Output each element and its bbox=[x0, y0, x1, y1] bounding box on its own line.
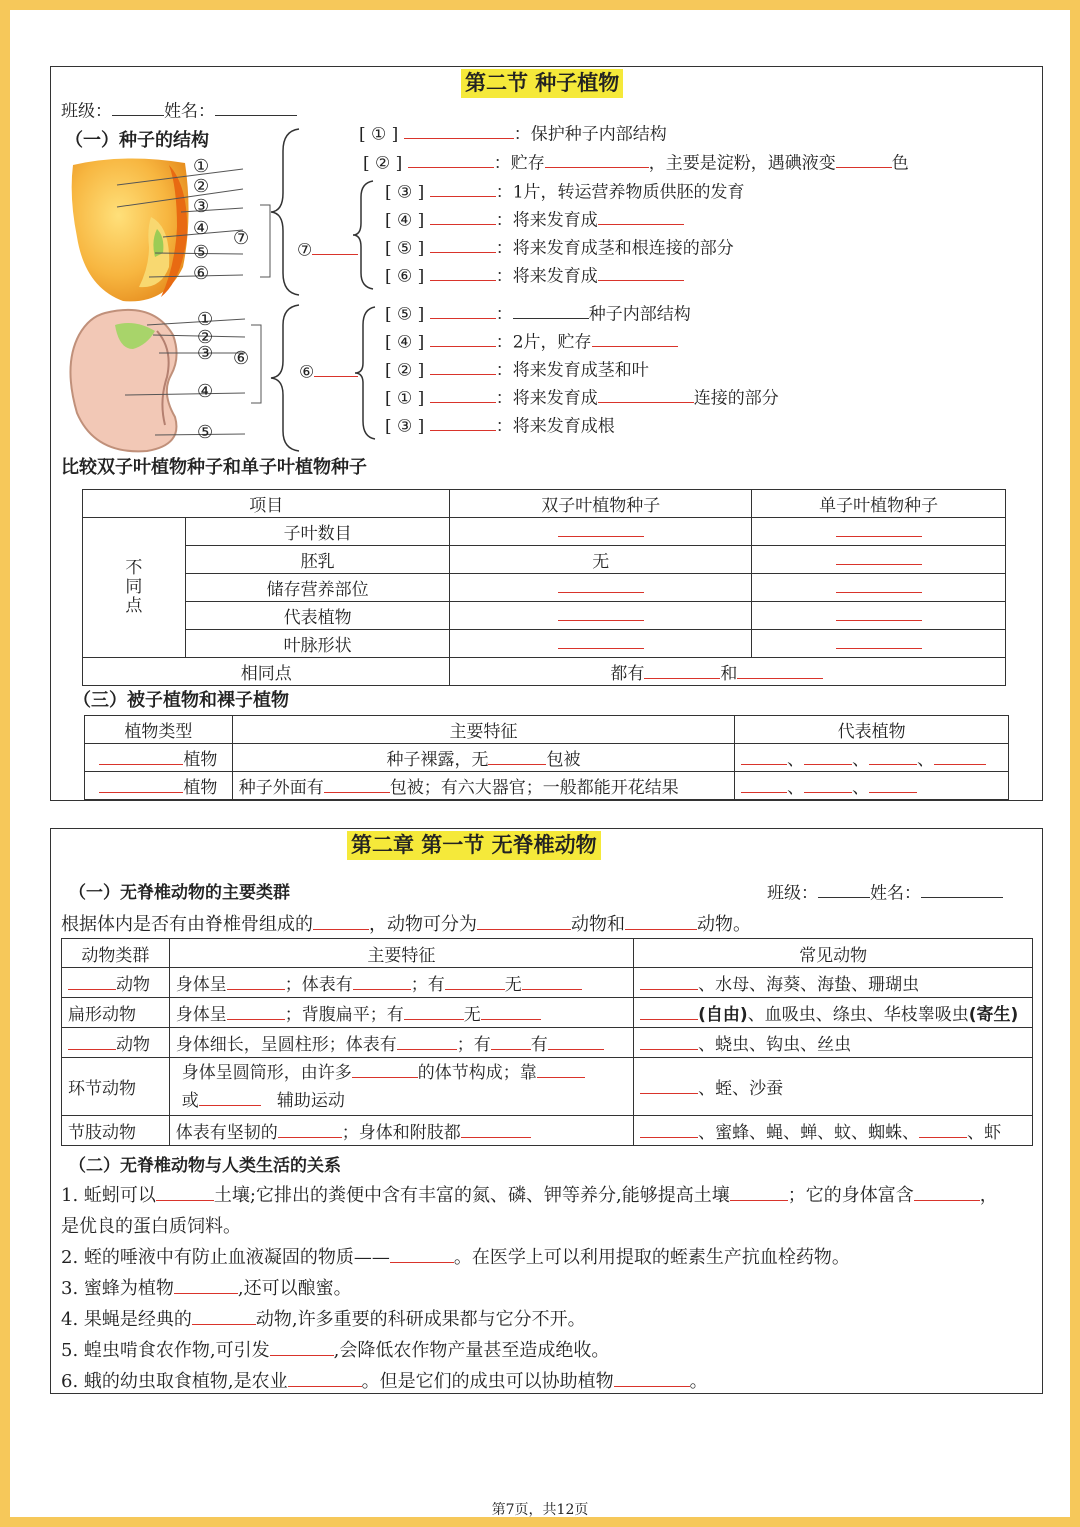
gymnosperm-type: 植物 bbox=[85, 744, 233, 772]
question-2: 2. 蛭的唾液中有防止血液凝固的物质—— 。在医学上可以利用提取的蛭素生产抗血栓药物。 bbox=[61, 1247, 850, 1269]
col-header-feature: 主要特征 bbox=[232, 716, 734, 744]
plant-type-table bbox=[84, 715, 1009, 800]
bean-row-5: [ ③ ] ：将来发育成根 bbox=[385, 416, 615, 437]
label-b4: ④ bbox=[197, 381, 214, 402]
question-1-cont: 是优良的蛋白质饲料。 bbox=[61, 1216, 241, 1237]
angiosperm-type: 植物 bbox=[85, 772, 233, 800]
cell-blank bbox=[752, 546, 1006, 574]
section-title: 第二节 种子植物 bbox=[461, 69, 623, 98]
col-header-dicot: 双子叶植物种子 bbox=[450, 490, 752, 518]
invertebrates-sheet bbox=[50, 828, 1043, 1394]
col-header-monocot: 单子叶植物种子 bbox=[752, 490, 1006, 518]
feature-roundworm: 身体细长，呈圆柱形；体表有 ；有 有 bbox=[169, 1028, 633, 1058]
angiosperm-feature: 种子外面有 包被；有六大器官；一般都能开花结果 bbox=[232, 772, 734, 800]
cell-blank bbox=[752, 574, 1006, 602]
question-3: 3. 蜜蜂为植物 ,还可以酿蜜。 bbox=[61, 1278, 352, 1300]
class-name-line: 班级： 姓名： bbox=[61, 100, 297, 122]
part1-heading: （一）种子的结构 bbox=[65, 130, 209, 151]
label-a7: ⑦ bbox=[233, 228, 250, 249]
question-1: 1. 蚯蚓可以 土壤;它排出的粪便中含有丰富的氮、磷、钾等养分,能够提高土壤 ；它的身体富含 ， bbox=[61, 1185, 998, 1207]
brace-label-a: ⑦ bbox=[297, 239, 358, 261]
common-annelid: 、蛭、沙蚕 bbox=[634, 1058, 1033, 1116]
difference-label: 不同点 bbox=[83, 518, 186, 658]
cell-blank bbox=[752, 630, 1006, 658]
col-header-item: 项目 bbox=[83, 490, 450, 518]
part2-heading: （二）无脊椎动物与人类生活的关系 bbox=[69, 1156, 341, 1176]
label-a5: ⑤ bbox=[193, 242, 210, 263]
corn-row-2: [ ② ] ：贮存 ，主要是淀粉，遇碘液变 色 bbox=[363, 153, 909, 174]
cell-blank bbox=[752, 602, 1006, 630]
row-cotyledon-count: 子叶数目 bbox=[185, 518, 450, 546]
feature-cnidaria: 身体呈 ；体表有 ；有 无 bbox=[169, 968, 633, 998]
label-b5: ⑤ bbox=[197, 422, 214, 443]
label-b2: ② bbox=[197, 327, 214, 348]
section-title: 第二章 第一节 无脊椎动物 bbox=[347, 831, 601, 860]
label-a3: ③ bbox=[193, 196, 210, 217]
compare-heading: 比较双子叶植物种子和单子叶植物种子 bbox=[61, 457, 367, 478]
feature-arthropod: 体表有坚韧的 ；身体和附肢都 bbox=[169, 1116, 633, 1146]
feature-flatworm: 身体呈 ；背腹扁平；有 无 bbox=[169, 998, 633, 1028]
compare-table bbox=[82, 489, 1006, 686]
question-5: 5. 蝗虫啃食农作物,可引发 ,会降低农作物产量甚至造成绝收。 bbox=[61, 1340, 610, 1362]
group-roundworm: 动物 bbox=[62, 1028, 170, 1058]
cell-blank bbox=[752, 518, 1006, 546]
label-a1: ① bbox=[193, 156, 210, 177]
question-6: 6. 蛾的幼虫取食植物,是农业 。但是它们的成虫可以协助植物 。 bbox=[61, 1371, 708, 1393]
intro-line: 根据体内是否有由脊椎骨组成的 ，动物可分为 动物和 动物。 bbox=[61, 914, 751, 936]
part3-heading: （三）被子植物和裸子植物 bbox=[73, 690, 289, 711]
part1-heading: （一）无脊椎动物的主要类群 bbox=[69, 883, 290, 903]
label-b3: ③ bbox=[197, 343, 214, 364]
common-flatworm: (自由)、血吸虫、绦虫、华枝睾吸虫(寄生) bbox=[634, 998, 1033, 1028]
col-header-example: 代表植物 bbox=[735, 716, 1009, 744]
corn-row-3: [ ③ ] ：1片，转运营养物质供胚的发育 bbox=[385, 182, 745, 203]
cell-blank bbox=[450, 630, 752, 658]
class-name-line: 班级： 姓名： bbox=[767, 882, 1003, 904]
col-header-feature: 主要特征 bbox=[169, 939, 633, 968]
col-header-type: 植物类型 bbox=[85, 716, 233, 744]
col-header-group: 动物类群 bbox=[62, 939, 170, 968]
row-endosperm: 胚乳 bbox=[185, 546, 450, 574]
row-storage: 储存营养部位 bbox=[185, 574, 450, 602]
seed-plants-sheet bbox=[50, 66, 1043, 801]
cell-dicot-endosperm: 无 bbox=[450, 546, 752, 574]
page-number: 第7页，共12页 bbox=[491, 1502, 589, 1518]
big-brace-a bbox=[269, 127, 309, 297]
bean-row-1: [ ⑤ ] ： 种子内部结构 bbox=[385, 304, 691, 325]
cell-blank bbox=[450, 602, 752, 630]
gymnosperm-examples: 、 、 、 bbox=[735, 744, 1009, 772]
bean-row-2: [ ④ ] ：2片，贮存 bbox=[385, 331, 678, 353]
same-label: 相同点 bbox=[83, 658, 450, 686]
invertebrate-table bbox=[61, 938, 1033, 1146]
label-a4: ④ bbox=[193, 218, 210, 239]
question-4: 4. 果蝇是经典的 动物,许多重要的科研成果都与它分不开。 bbox=[61, 1309, 586, 1331]
group-annelid: 环节动物 bbox=[62, 1058, 170, 1116]
col-header-common: 常见动物 bbox=[634, 939, 1033, 968]
corn-row-1: [ ① ] ：保护种子内部结构 bbox=[359, 124, 667, 145]
angiosperm-examples: 、 、 bbox=[735, 772, 1009, 800]
corn-row-4: [ ④ ] ：将来发育成 bbox=[385, 209, 684, 231]
common-arthropod: 、蜜蜂、蝇、蝉、蚊、蜘蛛、 、虾 bbox=[634, 1116, 1033, 1146]
same-cell: 都有 和 bbox=[450, 658, 1006, 686]
sub-brace-a bbox=[351, 179, 381, 291]
label-b6: ⑥ bbox=[233, 348, 250, 369]
group-arthropod: 节肢动物 bbox=[62, 1116, 170, 1146]
common-roundworm: 、蛲虫、钩虫、丝虫 bbox=[634, 1028, 1033, 1058]
label-a6: ⑥ bbox=[193, 263, 210, 284]
row-representative: 代表植物 bbox=[185, 602, 450, 630]
label-a2: ② bbox=[193, 176, 210, 197]
corn-row-5: [ ⑤ ] ：将来发育成茎和根连接的部分 bbox=[385, 238, 734, 259]
bean-row-3: [ ② ] ：将来发育成茎和叶 bbox=[385, 360, 649, 381]
brace-label-b: ⑥ bbox=[299, 361, 358, 383]
feature-annelid: 身体呈圆筒形，由许多 的体节构成；靠 或 辅助运动 bbox=[169, 1058, 633, 1116]
cell-blank bbox=[450, 574, 752, 602]
common-cnidaria: 、水母、海葵、海蛰、珊瑚虫 bbox=[634, 968, 1033, 998]
row-vein: 叶脉形状 bbox=[185, 630, 450, 658]
label-b1: ① bbox=[197, 309, 214, 330]
cell-blank bbox=[450, 518, 752, 546]
corn-row-6: [ ⑥ ] ：将来发育成 bbox=[385, 265, 684, 287]
gymnosperm-feature: 种子裸露，无 包被 bbox=[232, 744, 734, 772]
group-flatworm: 扁形动物 bbox=[62, 998, 170, 1028]
bean-row-4: [ ① ] ：将来发育成 连接的部分 bbox=[385, 388, 779, 409]
group-cnidaria: 动物 bbox=[62, 968, 170, 998]
